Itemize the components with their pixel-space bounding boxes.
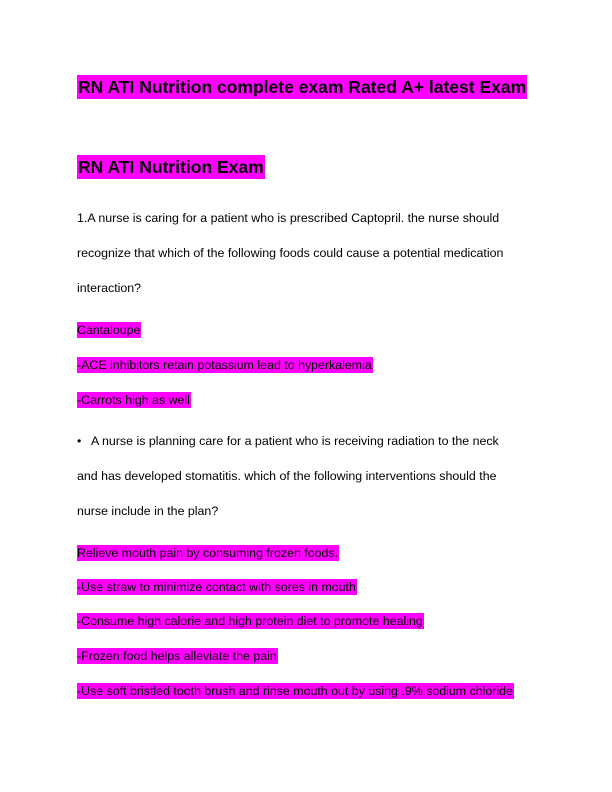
question-2-answer-4 [77, 648, 278, 664]
answer-text: -Use soft bristled tooth brush and rinse mouth out by using .9% sodium chloride [77, 684, 513, 698]
question-2-answer-5 [77, 683, 514, 699]
section-title-text: RN ATI Nutrition Exam [78, 157, 264, 177]
question-2-line-1-text: A nurse is planning care for a patient who is receiving radiation to the neck [91, 434, 499, 448]
answer-text: -Frozen food helps alleviate the pain [77, 649, 277, 663]
question-1-line-3: interaction? [77, 281, 142, 295]
question-1-answer-1 [77, 322, 141, 338]
answer-text: -Consume high calorie and high protein diet to promote healing [77, 614, 423, 628]
question-1-answer-2 [77, 357, 373, 373]
question-2-line-2: and has developed stomatitis. which of the following interventions should the [77, 469, 497, 483]
answer-text: Relieve mouth pain by consuming frozen foods. [77, 546, 339, 560]
question-2-answer-3 [77, 613, 424, 629]
question-1-line-1: 1.A nurse is caring for a patient who is prescribed Captopril. the nurse should [77, 211, 500, 225]
section-title [77, 157, 265, 178]
question-1-answer-3 [77, 392, 191, 408]
answer-text: Cantaloupe [77, 323, 141, 337]
bullet-icon: • [77, 434, 82, 448]
answer-text: -ACE inhibitors retain potassium lead to hyperkalemia [77, 358, 372, 372]
main-title [77, 77, 527, 98]
question-2-answer-1 [77, 545, 339, 561]
main-title-text: RN ATI Nutrition complete exam Rated A+ latest Exam [78, 77, 527, 97]
answer-text: -Use straw to minimize contact with sores in mouth [77, 580, 356, 594]
question-2-line-3: nurse include in the plan? [77, 504, 219, 518]
answer-text: -Carrots high as well [77, 393, 190, 407]
question-1-line-2: recognize that which of the following foods could cause a potential medication [77, 246, 504, 260]
question-2-answer-2 [77, 579, 357, 595]
question-2-line-1 [77, 433, 499, 449]
